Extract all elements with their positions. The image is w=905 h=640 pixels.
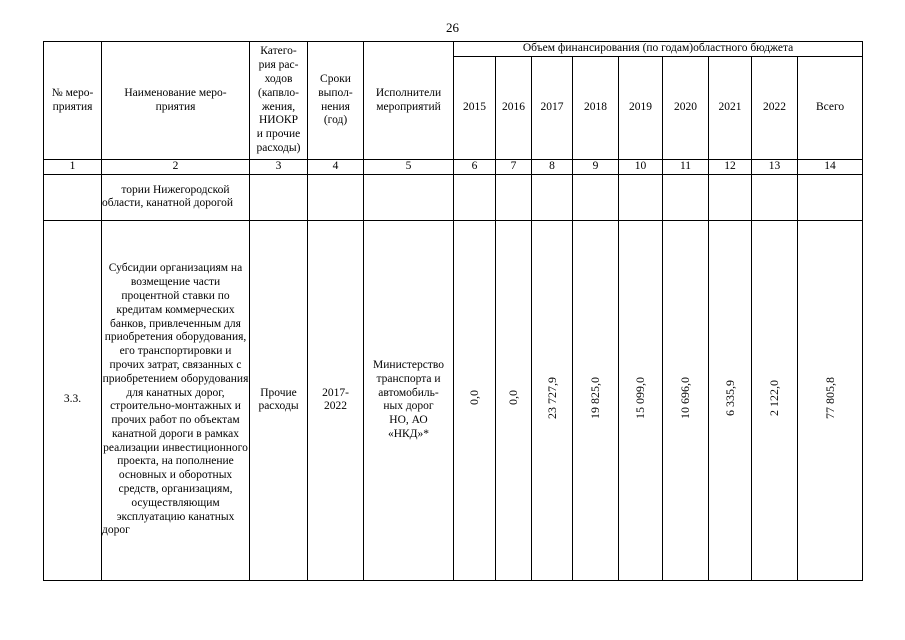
header-total: Всего — [798, 57, 863, 160]
column-number: 14 — [798, 160, 863, 175]
empty-cell — [619, 174, 663, 220]
header-year: 2018 — [573, 57, 619, 160]
column-number: 6 — [454, 160, 496, 175]
column-number: 10 — [619, 160, 663, 175]
empty-cell — [250, 174, 308, 220]
header-year: 2022 — [752, 57, 798, 160]
column-number: 9 — [573, 160, 619, 175]
empty-cell — [308, 174, 364, 220]
measure-number: 3.3. — [44, 220, 102, 580]
value-2019: 15 099,0 — [619, 220, 663, 580]
value-2018: 19 825,0 — [573, 220, 619, 580]
page-number: 26 — [446, 20, 459, 35]
header-year: 2021 — [709, 57, 752, 160]
funding-table — [43, 41, 863, 581]
period: 2017- 2022 — [308, 220, 364, 580]
column-number: 11 — [663, 160, 709, 175]
continuation-number-cell — [44, 174, 102, 220]
value-2016: 0,0 — [496, 220, 532, 580]
header-measure-name: Наименование меро- приятия — [102, 42, 250, 160]
header-funding-title: Объем финансирования (по годам)областного бюджета — [454, 42, 863, 57]
empty-cell — [663, 174, 709, 220]
column-number: 1 — [44, 160, 102, 175]
empty-cell — [798, 174, 863, 220]
header-expense-category: Катего- рия рас- ходов (капвло- жения, НИОКР и прочие расходы) — [250, 42, 308, 160]
header-year: 2019 — [619, 57, 663, 160]
column-number: 8 — [532, 160, 573, 175]
empty-cell — [709, 174, 752, 220]
value-2020: 10 696,0 — [663, 220, 709, 580]
empty-cell — [573, 174, 619, 220]
header-year: 2017 — [532, 57, 573, 160]
header-period: Сроки выпол- нения (год) — [308, 42, 364, 160]
empty-cell — [496, 174, 532, 220]
value-2015: 0,0 — [454, 220, 496, 580]
value-2022: 2 122,0 — [752, 220, 798, 580]
empty-cell — [454, 174, 496, 220]
value-2017: 23 727,9 — [532, 220, 573, 580]
header-year: 2020 — [663, 57, 709, 160]
column-number: 4 — [308, 160, 364, 175]
continuation-name: тории Нижегородской области, канатной дорогой — [102, 174, 250, 220]
header-executors: Исполнители мероприятий — [364, 42, 454, 160]
column-number: 7 — [496, 160, 532, 175]
header-year: 2016 — [496, 57, 532, 160]
empty-cell — [364, 174, 454, 220]
value-total: 77 805,8 — [798, 220, 863, 580]
value-2021: 6 335,9 — [709, 220, 752, 580]
header-year: 2015 — [454, 57, 496, 160]
expense-category: Прочие расходы — [250, 220, 308, 580]
executors: Министерство транспорта и автомобиль- ных дорог НО, АО «НКД»* — [364, 220, 454, 580]
empty-cell — [532, 174, 573, 220]
column-number: 2 — [102, 160, 250, 175]
column-number: 3 — [250, 160, 308, 175]
empty-cell — [752, 174, 798, 220]
column-number: 13 — [752, 160, 798, 175]
measure-name: Субсидии организациям на возмещение части процентной ставки по кредитам коммерческих банков, привлеченным для приобретения оборудования, его транспортировки и прочих затрат, связанных с приобретением оборудования для канатных дорог, строительно-монтажных и прочих работ по объектам канатной дороги в рамках реализации инвестиционного проекта, на пополнение основных и оборотных средств, организациям, осуществляющим эксплуатацию канатных дорог — [102, 220, 250, 580]
column-number: 12 — [709, 160, 752, 175]
column-number: 5 — [364, 160, 454, 175]
header-measure-number: № меро- приятия — [44, 42, 102, 160]
